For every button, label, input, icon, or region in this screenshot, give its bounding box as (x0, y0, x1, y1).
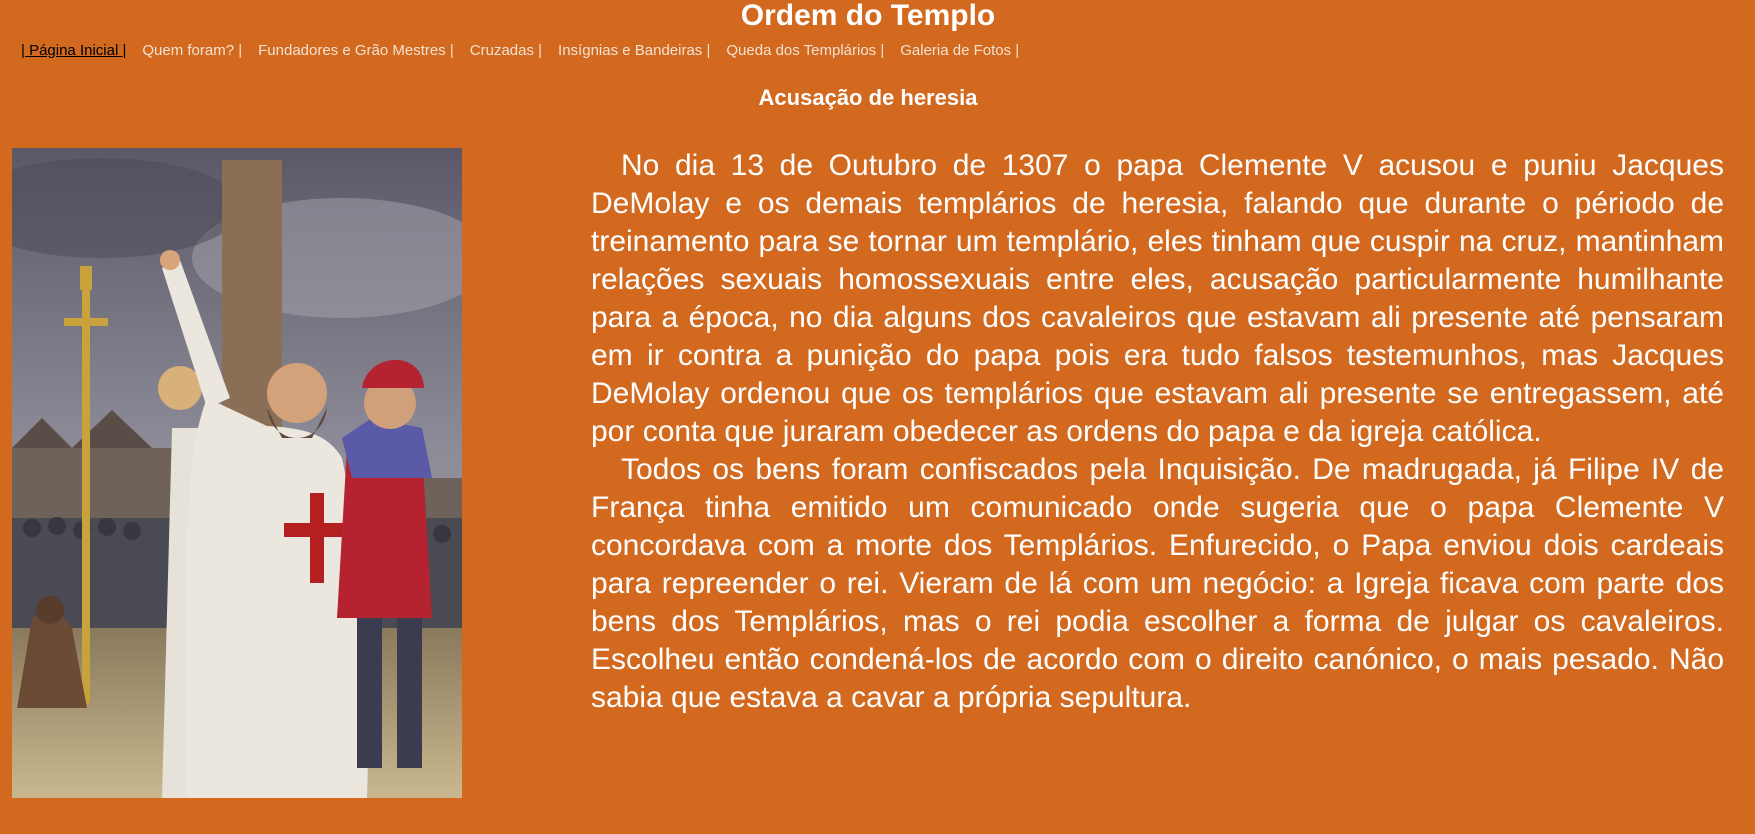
article-body (591, 147, 1724, 717)
site-title: Ordem do Templo (740, 0, 996, 32)
paragraph-inquisition-confiscation: Todos os bens foram confiscados pela Inquisição. De madrugada, já Filipe IV de França tinha emitido um comunicado onde sugeria que o papa Clemente V concordava com a morte dos Templários. Enfurecido, o Papa enviou dois cardeais para repreender o rei. Vieram de lá com um negócio: a Igreja ficava com parte dos bens dos Templários, mas o rei podia escolher a forma de julgar os cavaleiros. Escolheu então condená-los de acordo com o direito canónico, o mais pesado. Não sabia que estava a cavar a própria sepultura. (591, 453, 1724, 714)
main-nav (21, 42, 1035, 60)
nav-link-fall[interactable]: Queda dos Templários | (726, 42, 885, 59)
section-title: Acusação de heresia (758, 85, 978, 110)
nav-link-gallery[interactable]: Galeria de Fotos | (900, 42, 1020, 59)
templar-illustration (12, 148, 462, 798)
paragraph-heresy-accusation: No dia 13 de Outubro de 1307 o papa Clemente V acusou e puniu Jacques DeMolay e os demais templários de heresia, falando que durante o périodo de treinamento para se tornar um templário, eles tinham que cuspir na cruz, mantinham relações sexuais homossexuais entre eles, acusação particularmente humilhante para a época, no dia alguns dos cavaleiros que estavam ali presente até pensaram em ir contra a punição do papa pois era tudo falsos testemunhos, mas Jacques DeMolay ordenou que os templários que estavam ali presente se entregassem, até por conta que juraram obedecer as ordens do papa e da igreja católica. (591, 149, 1724, 448)
nav-link-who-were[interactable]: Quem foram? | (142, 42, 243, 59)
nav-link-insignia[interactable]: Insígnias e Bandeiras | (558, 42, 711, 59)
nav-link-founders[interactable]: Fundadores e Grão Mestres | (258, 42, 454, 59)
nav-link-crusades[interactable]: Cruzadas | (469, 42, 543, 59)
nav-link-home[interactable]: | Página Inicial | (21, 42, 127, 59)
